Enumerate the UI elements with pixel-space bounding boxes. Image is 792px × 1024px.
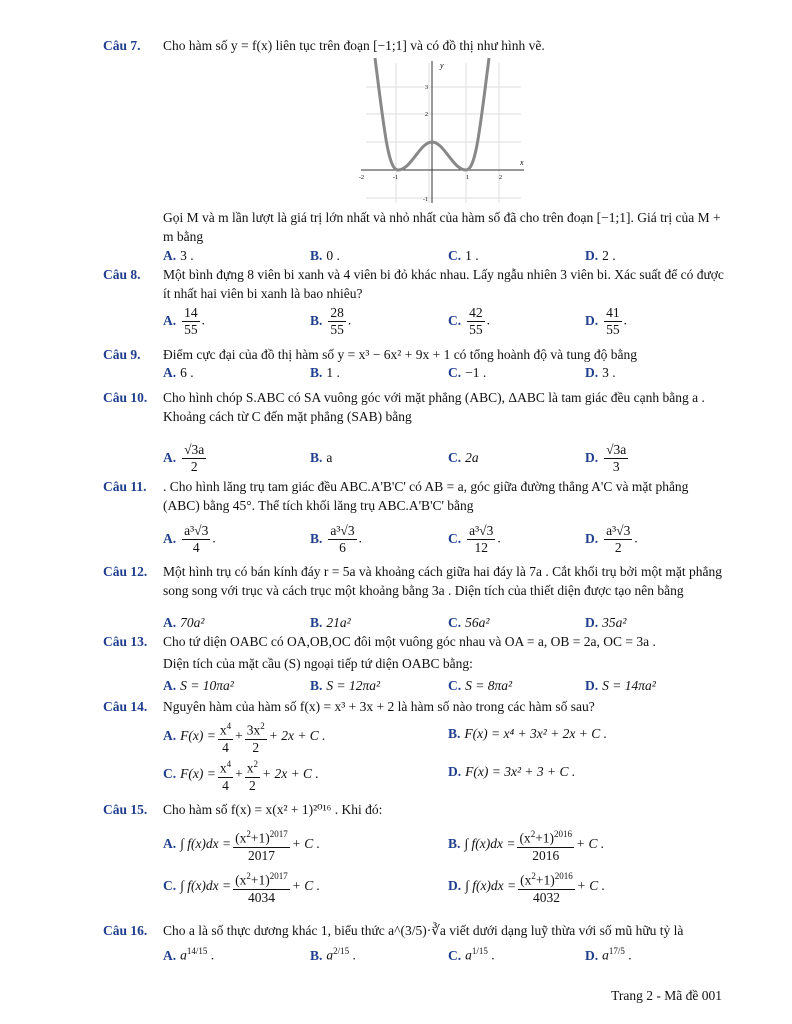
question-number: Câu 10. — [103, 390, 148, 405]
option-c[interactable]: C. ∫ f(x)dx = $\frac{(x^2+1)^{2017}}{4034}$ + C . — [163, 868, 320, 906]
question-number: Câu 11. — [103, 479, 147, 494]
option-b[interactable]: B. F(x) = x⁴ + 3x² + 2x + C . — [448, 726, 608, 741]
question-text: Điểm cực đại của đồ thị hàm số y = x³ − 6x² + 9x + 1 có tổng hoành độ và tung độ bằng — [163, 347, 638, 362]
option-b[interactable]: B. S = 12πa² — [310, 678, 381, 693]
option-d[interactable]: D. $\frac{41}{55}$ . — [585, 305, 627, 337]
x-tick: -2 — [359, 175, 364, 181]
question-number: Câu 13. — [103, 634, 148, 649]
x-tick: -1 — [393, 175, 398, 181]
question-number: Câu 8. — [103, 267, 141, 282]
option-d[interactable]: D. 2 . — [585, 248, 616, 263]
y-axis-label: y — [440, 61, 444, 70]
question-11 — [103, 477, 725, 515]
option-a[interactable]: A. $\frac{\text{a³√3}}{4}$ . — [163, 523, 216, 555]
question-text: . Cho hình lăng trụ tam giác đều ABC.A'B'C' có AB = a, góc giữa đường thẳng A'C và mặt phẳng (ABC) bằng 45°. Thể tích khối lăng trụ ABC.A'B'C' bằng — [163, 479, 689, 513]
question-text: Cho hàm số y = f(x) liên tục trên đoạn [−1;1] và có đồ thị như hình vẽ. — [163, 38, 545, 53]
option-b[interactable]: B. a — [310, 450, 333, 465]
question-text: Cho a là số thực dương khác 1, biểu thức a^(3/5)·∛a viết dưới dạng luỹ thừa với số mũ hữu tỷ là — [163, 923, 684, 938]
question-15 — [103, 800, 725, 819]
option-d[interactable]: D. $\frac{√3a}{3}$ — [585, 442, 627, 474]
option-b[interactable]: B. $a^{2/15}$ . — [310, 946, 356, 963]
question-number: Câu 9. — [103, 347, 141, 362]
question-number: Câu 12. — [103, 564, 148, 579]
x-tick: 1 — [466, 175, 469, 181]
option-d[interactable]: D. $\frac{\text{a³√3}}{2}$ . — [585, 523, 638, 555]
option-c[interactable]: C. −1 . — [448, 365, 487, 380]
option-a[interactable]: A. $\frac{√3a}{2}$ — [163, 442, 205, 474]
option-d[interactable]: D. S = 14πa² — [585, 678, 656, 693]
question-text: Cho tứ diện OABC có OA,OB,OC đôi một vuông góc nhau và OA = a, OB = 2a, OC = 3a . — [163, 634, 656, 649]
question-text: Một hình trụ có bán kính đáy r = 5a và khoảng cách giữa hai đáy là 7a . Cắt khối trụ bởi một mặt phẳng song song với trục và cách trục một khoảng bằng 3a . Diện tích của thiết diện được tạo nên bằng — [163, 564, 722, 598]
option-a[interactable]: A. S = 10πa² — [163, 678, 234, 693]
option-c[interactable]: C. $a^{1/15}$ . — [448, 946, 495, 963]
y-tick: -1 — [423, 197, 428, 203]
question-number: Câu 16. — [103, 923, 148, 938]
option-b[interactable]: B. 0 . — [310, 248, 340, 263]
option-a[interactable]: A. 3 . — [163, 248, 194, 263]
option-c[interactable]: C. 1 . — [448, 248, 479, 263]
question-text: Gọi M và m lần lượt là giá trị lớn nhất và nhỏ nhất của hàm số đã cho trên đoạn [−1;1]. Giá trị của M + m bằng — [163, 210, 721, 244]
question-10 — [103, 388, 725, 426]
question-text: Một bình đựng 8 viên bi xanh và 4 viên bi đỏ khác nhau. Lấy ngẫu nhiên 3 viên bi. Xác suất để có được ít nhất hai viên bi xanh là bao nhiêu? — [163, 267, 724, 301]
option-b[interactable]: B. 21a² — [310, 615, 351, 630]
function-graph — [356, 58, 534, 208]
question-number: Câu 14. — [103, 699, 148, 714]
option-c[interactable]: C. 56a² — [448, 615, 490, 630]
option-b[interactable]: B. 1 . — [310, 365, 340, 380]
question-9 — [103, 345, 725, 364]
question-14 — [103, 697, 725, 716]
question-12 — [103, 562, 725, 600]
option-c[interactable]: C. F(x) = $\frac{x^4}{4}$ + $\frac{x^2}{2}$ + 2x + C . — [163, 756, 319, 794]
option-a[interactable]: A. ∫ f(x)dx = $\frac{(x^2+1)^{2017}}{2017}$ + C . — [163, 826, 320, 864]
question-number: Câu 15. — [103, 802, 148, 817]
option-a[interactable]: A. 70a² — [163, 615, 205, 630]
question-8 — [103, 265, 725, 303]
question-text: Cho hình chóp S.ABC có SA vuông góc với mặt phẳng (ABC), ΔABC là tam giác đều cạnh bằng a . Khoảng cách từ C đến mặt phẳng (SAB) bằng — [163, 390, 705, 424]
x-tick: 2 — [499, 175, 502, 181]
option-d[interactable]: D. 35a² — [585, 615, 627, 630]
y-tick: 3 — [425, 85, 428, 91]
option-b[interactable]: B. ∫ f(x)dx = $\frac{(x^2+1)^{2016}}{2016}$ + C . — [448, 826, 604, 864]
y-tick: 2 — [425, 112, 428, 118]
question-7-text2 — [103, 208, 725, 246]
question-16 — [103, 921, 725, 940]
option-d[interactable]: D. ∫ f(x)dx = $\frac{(x^2+1)^{2016}}{4032}$ + C . — [448, 868, 605, 906]
question-number: Câu 7. — [103, 38, 141, 53]
question-text: Diện tích của mặt cầu (S) ngoại tiếp tứ diện OABC bằng: — [163, 656, 473, 671]
question-13 — [103, 632, 725, 673]
option-c[interactable]: C. S = 8πa² — [448, 678, 513, 693]
option-b[interactable]: B. $\frac{28}{55}$ . — [310, 305, 352, 337]
option-d[interactable]: D. $a^{17/5}$ . — [585, 946, 632, 963]
question-text: Nguyên hàm của hàm số f(x) = x³ + 3x + 2 là hàm số nào trong các hàm số sau? — [163, 699, 595, 714]
option-d[interactable]: D. 3 . — [585, 365, 616, 380]
option-a[interactable]: A. 6 . — [163, 365, 194, 380]
question-text: Cho hàm số f(x) = x(x² + 1)²⁰¹⁶ . Khi đó: — [163, 802, 383, 817]
question-7 — [103, 36, 725, 55]
x-axis-label: x — [520, 158, 524, 167]
option-c[interactable]: C. $\frac{42}{55}$ . — [448, 305, 490, 337]
option-a[interactable]: A. F(x) = $\frac{x^4}{4}$ + $\frac{3x^2}{2}$ + 2x + C . — [163, 718, 326, 756]
option-c[interactable]: C. $\frac{\text{a³√3}}{12}$ . — [448, 523, 501, 555]
option-a[interactable]: A. $\frac{14}{55}$ . — [163, 305, 205, 337]
option-c[interactable]: C. 2a — [448, 450, 479, 465]
option-b[interactable]: B. $\frac{\text{a³√3}}{6}$ . — [310, 523, 362, 555]
option-a[interactable]: A. $a^{14/15}$ . — [163, 946, 215, 963]
option-d[interactable]: D. F(x) = 3x² + 3 + C . — [448, 764, 576, 779]
page-footer: Trang 2 - Mã đề 001 — [611, 988, 722, 1003]
